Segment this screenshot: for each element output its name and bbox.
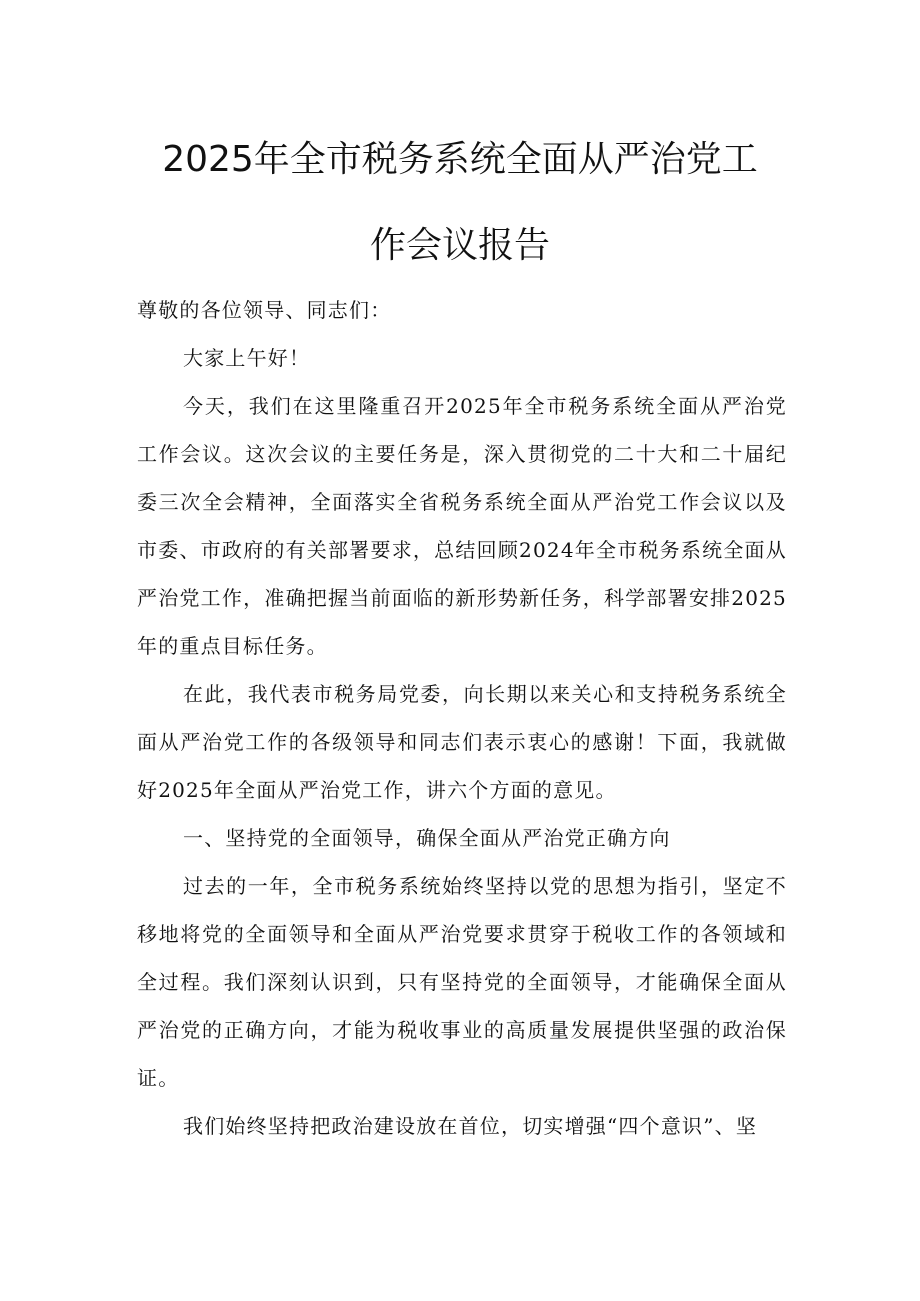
- section-heading-1: 一、坚持党的全面领导，确保全面从严治党正确方向: [183, 826, 671, 850]
- paragraph-review: 过去的一年，全市税务系统始终坚持以党的思想为指引，坚定不移地将党的全面领导和全面从严治党要求贯穿于税收工作的各领域和全过程。我们深刻认识到，只有坚持党的全面领导，才能确保全面从严治党的正确方向，才能为税收事业的高质量发展提供坚强的政治保证。: [137, 874, 787, 1090]
- paragraph-political: 我们始终坚持把政治建设放在首位，切实增强“四个意识”、坚: [183, 1114, 758, 1138]
- paragraph-thanks: 在此，我代表市税务局党委，向长期以来关心和支持税务系统全面从严治党工作的各级领导和同志们表示衷心的感谢！下面，我就做好2025年全面从严治党工作，讲六个方面的意见。: [137, 682, 787, 802]
- document-body: [137, 286, 787, 1150]
- salutation: 尊敬的各位领导、同志们：: [137, 298, 392, 322]
- greeting: 大家上午好！: [183, 346, 311, 370]
- paragraph-intro: 今天，我们在这里隆重召开2025年全市税务系统全面从严治党工作会议。这次会议的主要任务是，深入贯彻党的二十大和二十届纪委三次全会精神，全面落实全省税务系统全面从严治党工作会议以及市委、市政府的有关部署要求，总结回顾2024年全市税务系统全面从严治党工作，准确把握当前面临的新形势新任务，科学部署安排2025年的重点目标任务。: [137, 394, 787, 658]
- document-title-line-2: 作会议报告: [369, 225, 550, 266]
- document-title-line-1: 2025年全市税务系统全面从严治党工: [162, 139, 758, 180]
